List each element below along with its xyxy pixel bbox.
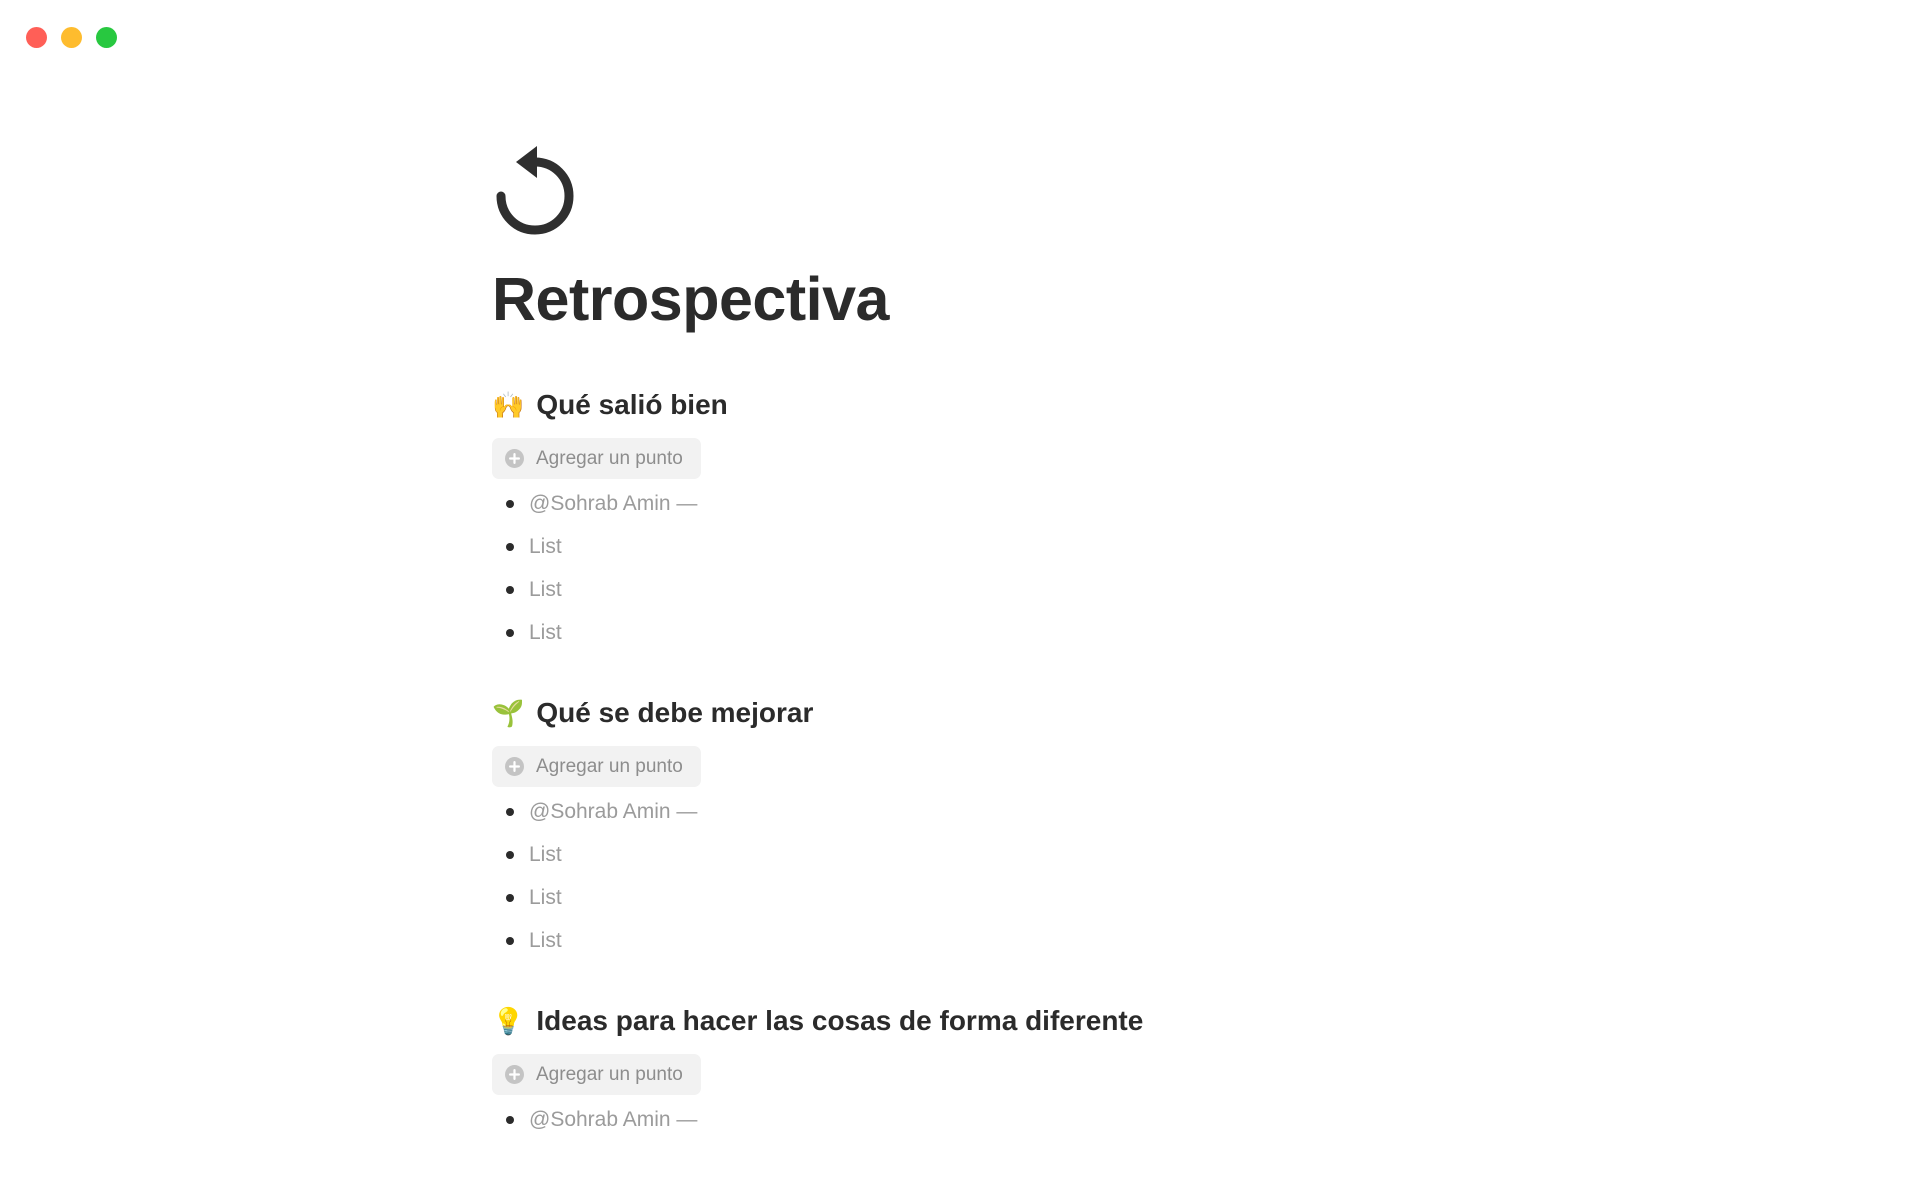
- document-page: [0, 74, 1920, 1200]
- add-point-label: Agregar un punto: [536, 448, 683, 470]
- raised-hands-emoji-icon: 🙌: [492, 389, 525, 420]
- section-ideas-diferentes: [492, 1003, 1542, 1130]
- close-window-button[interactable]: [26, 27, 47, 48]
- page-title: Retrospectiva: [492, 265, 889, 333]
- section-heading-label: Ideas para hacer las cosas de forma diferente: [536, 1005, 1144, 1037]
- add-point-label: Agregar un punto: [536, 756, 683, 778]
- section-heading: [492, 695, 1542, 730]
- list-item[interactable]: @Sohrab Amin —: [492, 493, 1542, 514]
- plus-circle-icon: [504, 448, 525, 469]
- list-item[interactable]: List: [492, 622, 1542, 643]
- bullet-list: [492, 493, 1542, 643]
- list-item[interactable]: @Sohrab Amin —: [492, 801, 1542, 822]
- minimize-window-button[interactable]: [61, 27, 82, 48]
- list-item[interactable]: List: [492, 579, 1542, 600]
- bullet-list: [492, 1109, 1542, 1130]
- list-item[interactable]: List: [492, 844, 1542, 865]
- add-point-label: Agregar un punto: [536, 1064, 683, 1086]
- document-content: [492, 140, 1542, 1130]
- section-que-se-debe-mejorar: [492, 695, 1542, 951]
- list-item[interactable]: List: [492, 887, 1542, 908]
- window-controls: [26, 27, 117, 48]
- plus-circle-icon: [504, 1064, 525, 1085]
- section-heading-label: Qué se debe mejorar: [536, 697, 814, 729]
- plus-circle-icon: [504, 756, 525, 777]
- maximize-window-button[interactable]: [96, 27, 117, 48]
- list-item[interactable]: List: [492, 536, 1542, 557]
- bullet-list: [492, 801, 1542, 951]
- list-item[interactable]: List: [492, 930, 1542, 951]
- add-point-button[interactable]: [492, 746, 701, 787]
- list-item[interactable]: @Sohrab Amin —: [492, 1109, 1542, 1130]
- seedling-emoji-icon: 🌱: [492, 697, 525, 728]
- section-heading: [492, 1003, 1542, 1038]
- section-heading: [492, 387, 1542, 422]
- counter-clockwise-arrow-icon[interactable]: [492, 140, 578, 236]
- add-point-button[interactable]: [492, 438, 701, 479]
- add-point-button[interactable]: [492, 1054, 701, 1095]
- section-que-salio-bien: [492, 387, 1542, 643]
- window-title-bar: [0, 0, 1920, 74]
- section-heading-label: Qué salió bien: [536, 389, 728, 421]
- light-bulb-emoji-icon: 💡: [492, 1005, 525, 1036]
